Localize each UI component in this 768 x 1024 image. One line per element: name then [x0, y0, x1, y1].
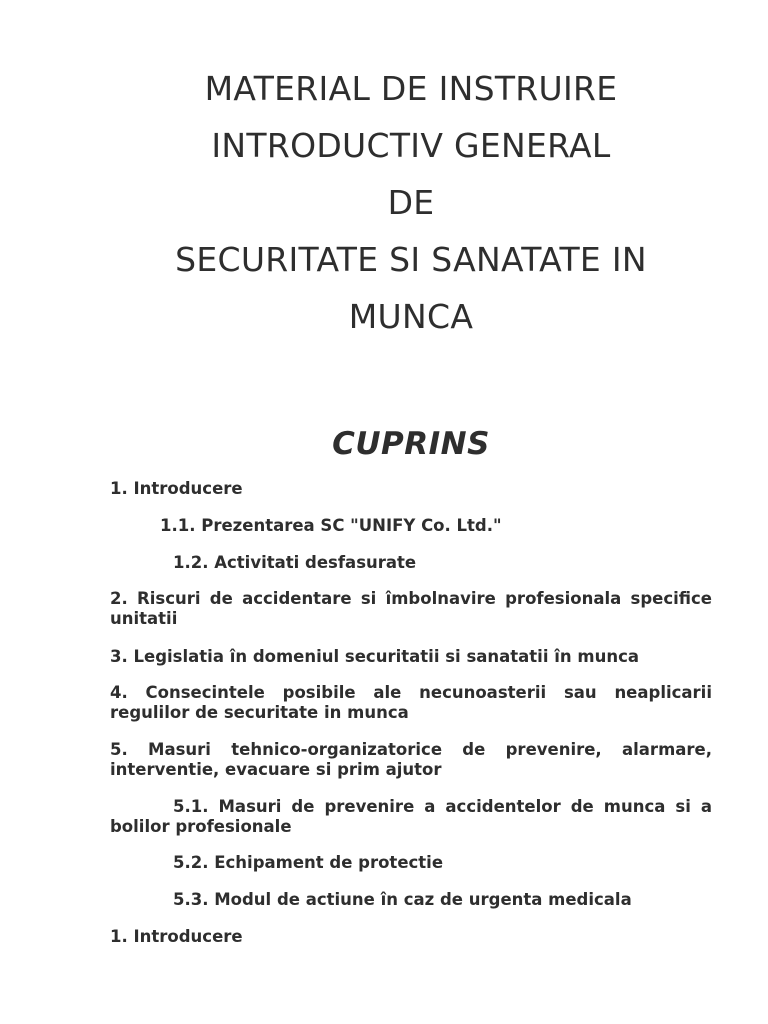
title-line-3: DE: [387, 183, 435, 222]
toc-item-riscuri: 2. Riscuri de accidentare si îmbolnavire profesionala specifice unitatii: [110, 589, 712, 628]
toc-item-prezentarea: 1.1. Prezentarea SC "UNIFY Co. Ltd.": [160, 516, 502, 535]
title-line-4: SECURITATE SI SANATATE IN: [175, 240, 647, 279]
toc-heading: CUPRINS: [332, 426, 490, 462]
title-line-5: MUNCA: [348, 297, 474, 336]
toc-item-modul-actiune: 5.3. Modul de actiune în caz de urgenta medicala: [173, 890, 632, 909]
toc-item-masuri-prevenire: 5.1. Masuri de prevenire a accidentelor de munca si a bolilor profesionale: [110, 797, 712, 836]
toc-item-activitati: 1.2. Activitati desfasurate: [173, 553, 417, 572]
toc-item-introducere: 1. Introducere: [110, 479, 243, 498]
document-title: [110, 60, 712, 345]
toc-item-legislatia: 3. Legislatia în domeniul securitatii si sanatatii în munca: [110, 647, 639, 666]
title-line-2: INTRODUCTIV GENERAL: [211, 126, 611, 165]
toc-item-consecintele: 4. Consecintele posibile ale necunoasterii sau neaplicarii regulilor de securitate in munca: [110, 683, 712, 722]
title-line-1: MATERIAL DE INSTRUIRE: [204, 69, 618, 108]
toc-item-masuri: 5. Masuri tehnico-organizatorice de prevenire, alarmare, interventie, evacuare si prim ajutor: [110, 740, 712, 779]
toc-item-echipament: 5.2. Echipament de protectie: [173, 853, 444, 872]
section-heading-introducere: 1. Introducere: [110, 927, 243, 946]
